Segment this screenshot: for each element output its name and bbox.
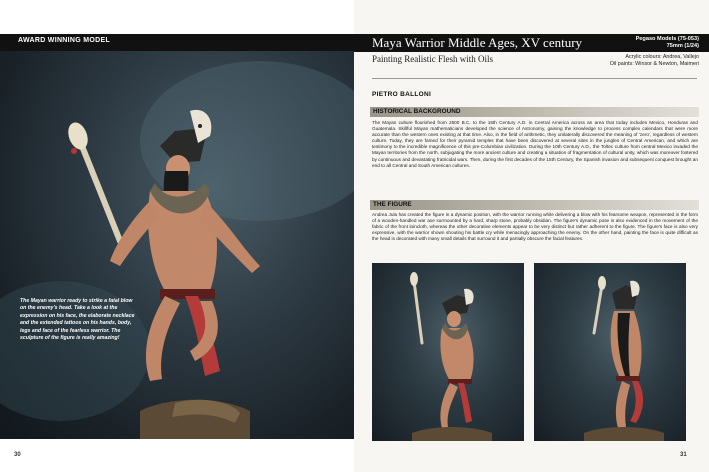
photo-caption: The Mayan warrior ready to strike a fatal blow on the enemy's head. Take a look at the expression on his face, the elaborate necklace and the extended tattoos on his hands, body, legs and face of the fearless warrior. The sculpture of the figure is really amazing!: [20, 298, 135, 342]
historical-background-text: The Mayan culture flourished from 2500 B.C. to the 15th Century A.D. in Central America across an area that today includes Mexico, Honduras and Guatemala. Skillful Mayan mathematicians developed the science of Astronomy, gaining the knowledge to process complex calendars that were more accurate than the western ones existing at that time. Also, in the field of arithmetic, they unilaterally discovered the meaning of 'zero', regardless of western culture. Today, they are famed for their pyramid temples that have been discovered at several sites in the jungles of Central American, and which are testimony to the incredible magnificence of this pre-Columbian civilization. During the 10th Century A.D., the Toltec culture from central Mexico invaded the Mayan territories from the north, subjugating the more ancient culture and creating a situation of fragmentation of cultural unity, which was moreover fostered by continuous and devastating fratricidal wars. Then, during the first decades of the 15th Century, the Spanish invasion and subsequent conquest brought an end to all Central and South American cultures.: [372, 120, 698, 168]
article-subtitle: Painting Realistic Flesh with Oils: [372, 54, 493, 64]
section-heading-historical: [370, 107, 699, 117]
section-heading-text: HISTORICAL BACKGROUND: [373, 108, 461, 115]
main-figure-photo: [0, 51, 354, 439]
header-divider: [372, 78, 697, 79]
warrior-side-illustration: [372, 263, 524, 441]
article-title: Maya Warrior Middle Ages, XV century: [372, 35, 583, 50]
warrior-figure-illustration: [0, 51, 354, 439]
right-page-header: [354, 34, 709, 52]
section-heading-figure: [370, 200, 699, 210]
author-name: PIETRO BALLONI: [372, 91, 432, 98]
model-maker: Pegaso Models (75-053): [635, 36, 699, 42]
model-info: [636, 36, 699, 50]
figure-photo-side: [372, 263, 524, 441]
acrylic-colours: Acrylic colours: Andrea, Vallejo: [625, 54, 699, 60]
warrior-back-illustration: [534, 263, 686, 441]
section-heading-text: THE FIGURE: [373, 201, 412, 208]
model-scale: 75mm (1/24): [666, 43, 699, 49]
page-number-right: 31: [680, 452, 687, 458]
page-number-left: 30: [14, 452, 21, 458]
oil-paints: Oil paints: Winsor & Newton, Maimeri: [609, 61, 699, 67]
figure-description-text: Andrea Jula has created the figure in a dynamic position, with the warrior running while delivering a blow with his fearsome weapon, represented in the form of a wooden-handled war axe surmounted by a hard, sharp stone, probably obsidian. The figure's dynamic pose is also evidenced in the movement of the fabric of the front loincloth, whereas the other decorative elements appear to be very distinct but rather adherent to the figure. The figure's face is also very expressive, with the warrior shown shouting his battle cry while menacingly approaching the enemy. On the other hand, painting the face is quite difficult as the head is decorated with many small details that surround it and partially obscure the facial features.: [372, 212, 698, 242]
left-page-header: [0, 34, 354, 51]
left-page-footer: [0, 439, 354, 472]
paint-info: [610, 54, 699, 68]
section-label: AWARD WINNING MODEL: [18, 37, 111, 44]
figure-photo-back: [534, 263, 686, 441]
